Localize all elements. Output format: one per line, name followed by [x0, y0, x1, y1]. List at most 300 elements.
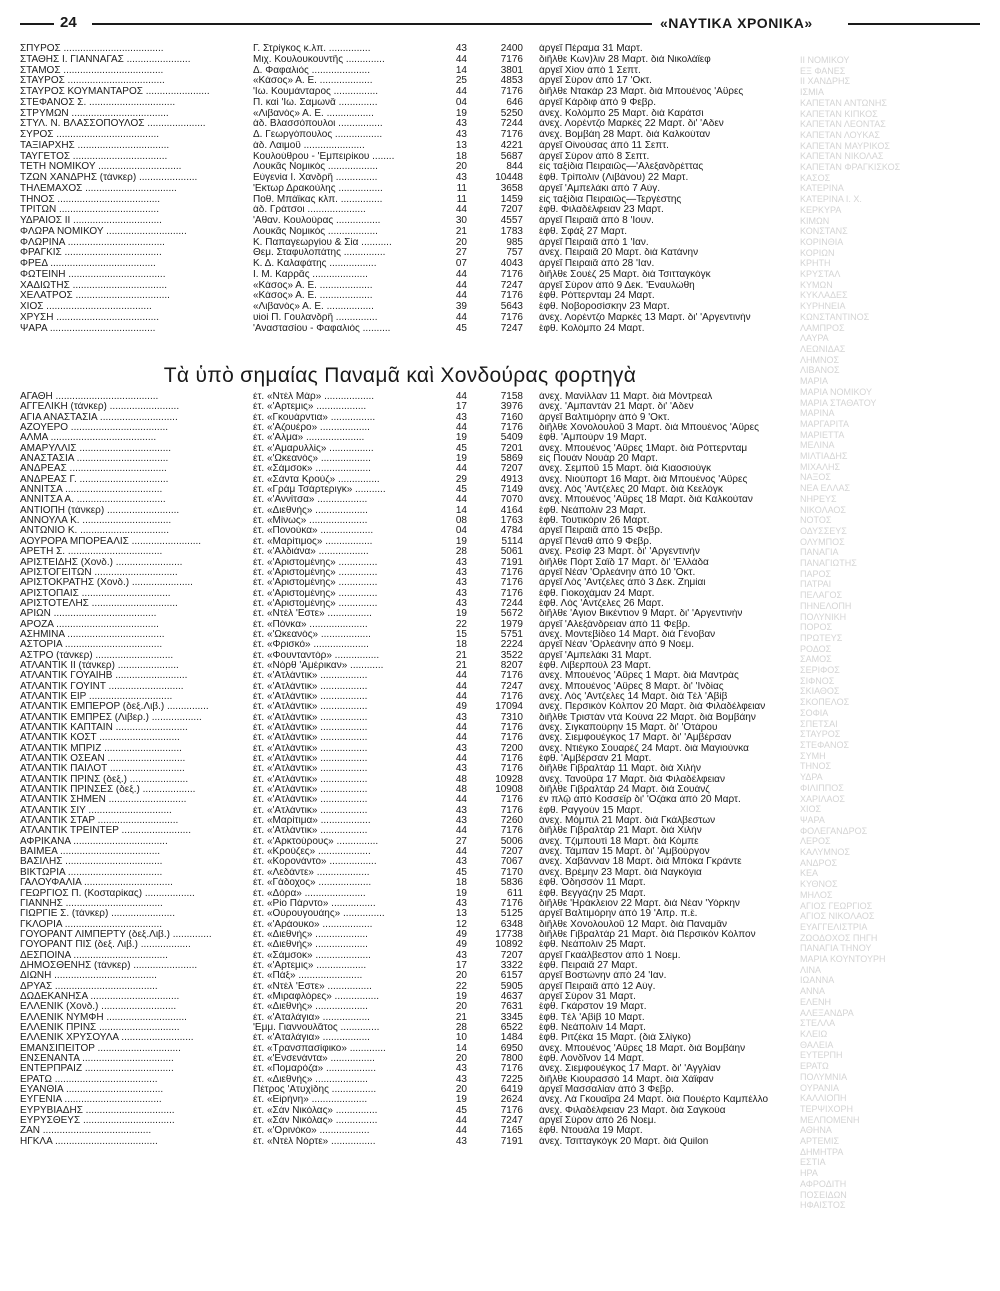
- ship-row: [20, 464, 780, 474]
- ship-name: ΑΛΜΑ ......................................: [20, 433, 157, 444]
- ghost-line: ΚΟΝΣΤΑΝΣ: [800, 226, 848, 237]
- ghost-line: ΛΑΥΡΑ: [800, 333, 829, 344]
- tonnage: 7244: [500, 118, 523, 130]
- owner: ἑτ. «'Αταλάγια» .................: [253, 1033, 370, 1044]
- movement: ἔφθ. Λονδῖνον 14 Μαρτ.: [539, 1054, 645, 1064]
- ship-name: ΑΤΛΑΝΤΙΚ ΣΗΜΕΝ ............................: [20, 795, 187, 806]
- ghost-line: ΚΑΠΕΤΑΝ ΚΙΠΚΟΣ: [800, 108, 878, 119]
- ship-name: ΕΛΛΕΝΙΚ ΠΡΙΝΣ .............................: [20, 1022, 180, 1033]
- owner: άδ. Βλασσόπουλοι ................: [253, 119, 383, 130]
- movement: ἔφθ. Τουτικόριν 26 Μαρτ.: [539, 516, 650, 527]
- tonnage: 7176: [500, 753, 523, 765]
- tonnage: 4557: [500, 215, 523, 226]
- ghost-line: ΚΙΜΩΝ: [800, 215, 830, 226]
- movement: ἔφθ. Φιλαδέλφειαν 23 Μαρτ.: [539, 205, 664, 216]
- year-built: 20: [455, 1001, 467, 1013]
- movement: ἔφθ. 'Αμβέρσαν 21 Μαρτ.: [539, 754, 652, 765]
- owner: ἑτ. «Γάδοχος» ...................: [253, 878, 372, 889]
- tonnage: 757: [506, 247, 523, 259]
- ghost-line: ΣΤΕΛΛΑ: [800, 1018, 836, 1029]
- ship-name: ΑΤΛΑΝΤΙΚ ΠΡΙΝΣΕΣ (δεξ.) ...................: [20, 785, 196, 796]
- year-built: 44: [455, 753, 467, 765]
- ghost-line: ΠΗΝΕΛΟΠΗ: [800, 600, 852, 611]
- ship-row: [20, 291, 780, 302]
- ship-row: [20, 537, 780, 547]
- tonnage: 646: [506, 96, 523, 108]
- ghost-line: ΕΞ ΦΑΝΕΣ: [800, 65, 846, 76]
- ghost-line: ΣΚΟΠΕΛΟΣ: [800, 697, 850, 708]
- tonnage: 7207: [500, 463, 523, 475]
- owner: άδ. Γράτσοι .....................: [253, 205, 366, 216]
- tonnage: 7176: [500, 763, 523, 775]
- owner: ἑτ. «Γκουάρντια» ................: [253, 412, 376, 423]
- ship-row: [20, 806, 780, 816]
- year-built: 44: [455, 1125, 467, 1137]
- ghost-line: ΜΑΡΙΝΑ: [800, 408, 835, 419]
- ghost-line: ΝΕΑ ΕΛΛΑΣ: [800, 483, 851, 494]
- tonnage: 7176: [500, 577, 523, 589]
- ship-name: ΑΣΤΟΡΙΑ ...................................: [20, 640, 163, 651]
- ship-name: ΑΤΛΑΝΤΙΚ ΚΑΠΤΑΙΝ ..........................: [20, 723, 188, 733]
- ship-row: [20, 184, 780, 195]
- ship-name: ΔΩΔΕΚΑΝΗΣΑ ................................: [20, 991, 180, 1002]
- ship-name: ΑΝΔΡΕΑΣ ...................................: [20, 464, 167, 475]
- year-built: 22: [455, 618, 467, 630]
- ship-name: ΓΙΑΝΝΗΣ ...................................: [20, 898, 163, 909]
- ship-row: [20, 1137, 780, 1147]
- tonnage: 5125: [500, 908, 523, 920]
- movement: ἀνεχ. 'Αμπαντὰν 21 Μαρτ. δι' 'Αδεν: [539, 402, 694, 413]
- ghost-line: ΜΙΧΑΛΗΣ: [800, 461, 841, 472]
- movement: ἀνεχ. Λὰ Γκουαΐρα 24 Μαρτ. διὰ Πουέρτο Καμπέλλο: [539, 1095, 769, 1106]
- year-built: 20: [455, 1084, 467, 1096]
- owner: «Κάσος» Α. Ε. ...................: [253, 291, 373, 302]
- ghost-line: ΜΑΡΙΑ ΣΤΑΘΑΤΟΥ: [800, 397, 877, 408]
- year-built: 43: [455, 577, 467, 589]
- year-built: 45: [455, 322, 467, 334]
- ship-row: [20, 1054, 780, 1064]
- tonnage: 3658: [500, 182, 523, 194]
- ship-row: [20, 754, 780, 764]
- movement: άργεῖ Πειραιᾶ ἀπὸ 15 Φεβρ.: [539, 526, 663, 537]
- owner: 'Ιω. Κουμάνταρος ................: [253, 87, 379, 97]
- movement: ἀνεχ. Ντιέγκο Σουαρὲζ 24 Μαρτ. διὰ Μαγιούνκα: [539, 743, 749, 754]
- owner: ἑτ. «'Αννίτσα» ..................: [253, 495, 368, 506]
- ship-row: [20, 661, 780, 671]
- ghost-line: ΨΑΡΑ: [800, 814, 825, 825]
- ship-row: [20, 1002, 780, 1012]
- owner: Δ. Γεωργόπουλος .................: [253, 130, 383, 140]
- year-built: 11: [456, 182, 467, 194]
- ship-name: ΑΤΛΑΝΤΙΚ ΣΤΑΡ .............................: [20, 816, 179, 827]
- ship-name: ΤΡΙΤΩΝ ....................................: [20, 205, 159, 216]
- owner: Λουκᾶς Νομικός ..................: [253, 226, 378, 237]
- ship-name: ΑΣΗΜΙΝΑ ...................................: [20, 629, 165, 640]
- tonnage: 7176: [500, 311, 523, 323]
- year-built: 14: [455, 504, 467, 516]
- ghost-line: ΚΑΤΕΡΙΝΑ: [800, 183, 844, 194]
- movement: ἐν πλῷ ἀπὸ Κοσσεῒρ δι' 'Οζάκα ἀπὸ 20 Μαρτ.: [539, 795, 741, 806]
- movement: άργεῖ Σύρον 31 Μαρτ.: [539, 991, 636, 1002]
- ship-name: ΑΤΛΑΝΤΙΚ ΠΡΙΝΣ (δεξ.) .....................: [20, 774, 189, 785]
- owner: ἑτ. «Εἰρήνη» ....................: [253, 1095, 368, 1106]
- owner: ἑτ. «Ντὲλ Μὰρ» ..................: [253, 392, 375, 402]
- ship-name: ΑΤΛΑΝΤΙΚ ΕΜΠΕΡΟΡ (δεξ.Λιβ.) ...............: [20, 702, 209, 713]
- ship-row: [20, 723, 780, 733]
- tonnage: 7176: [500, 897, 523, 909]
- ghost-line: ΑΓΙΟΣ ΓΕΩΡΓΙΟΣ: [800, 900, 873, 911]
- tonnage: 7176: [500, 670, 523, 682]
- owner: ἑτ. «'Αριστομένης» ..............: [253, 598, 378, 609]
- owner: ἑτ. «'Αμαρυλλίς» ................: [253, 443, 374, 454]
- movement: ἀνεχ. Πειραιᾶ 20 Μαρτ. διὰ Κατάνην: [539, 248, 699, 259]
- ghost-line: ΛΙΝΑ: [800, 964, 822, 975]
- ship-name: ΑΓΙΑ ΑΝΑΣΤΑΣΙΑ ............................: [20, 412, 178, 423]
- ghost-line: ΟΥΡΑΝΙΑ: [800, 1082, 840, 1093]
- ship-row: [20, 640, 780, 650]
- owner: ἑτ. «'Ατλάντικ» .................: [253, 785, 368, 796]
- owner: Δ. Φαφαλιός .....................: [253, 65, 370, 76]
- ghost-line: ΗΡΑ: [800, 1168, 818, 1179]
- owner: ἑτ. «Μιραφλόρες» ................: [253, 991, 380, 1002]
- ship-name: ΑΡΙΣΤΟΚΡΑΤΗΣ (Χονδ.) ......................: [20, 578, 193, 589]
- owner: ἑτ. «Κορονάντο» .................: [253, 857, 377, 868]
- ship-name: ΣΤΑΥΡΟΣ ...................................: [20, 76, 165, 87]
- movement: άργεῖ Σύρον ἀπὸ 17 'Οκτ.: [539, 76, 652, 87]
- ship-name: ΑΣΤΡΟ (τάνκερ) ............................: [20, 650, 174, 661]
- year-built: 14: [455, 1042, 467, 1054]
- movement: ἔφθ. Πειραιᾶ 27 Μαρτ.: [539, 960, 638, 971]
- ship-name: ΣΤΑΘΗΣ Ι. ΓΙΑΝΝΑΓΑΣ .......................: [20, 54, 191, 65]
- tonnage: 611: [507, 887, 523, 899]
- year-built: 44: [455, 268, 467, 280]
- ghost-line: ΑΡΤΕΜΙΣ: [800, 1136, 840, 1147]
- movement: άργεῖ Πειραιᾶ ἀπὸ 28 'Ιαν.: [539, 259, 655, 269]
- owner: ἑτ. «Διεθνὴς» ...................: [253, 929, 368, 940]
- ghost-line: ΚΡΥΣΤΑΛ: [800, 269, 841, 280]
- ship-name: ΑΡΙΣΤΟΓΕΙΤΩΝ ..............................: [20, 567, 178, 578]
- tonnage: 6950: [500, 1042, 523, 1054]
- year-built: 11: [456, 193, 467, 205]
- movement: άργεῖ Μασσαλίαν ἀπὸ 3 Φεβρ.: [539, 1085, 674, 1096]
- movement: ἀνεχ. Τάμπαν 15 Μαρτ. δι' 'Αμβούργον: [539, 847, 710, 858]
- ghost-line: ΑΓΙΟΣ ΝΙΚΟΛΑΟΣ: [800, 911, 875, 922]
- year-built: 18: [455, 639, 467, 651]
- ship-name: ΑΓΓΕΛΙΚΗ (τάνκερ) .........................: [20, 402, 180, 413]
- ship-name: ΦΩΤΕΙΝΗ ...................................: [20, 269, 166, 280]
- owner: ἑτ. «Γράμ Τσάρτεριγκ» ...........: [253, 485, 386, 496]
- tonnage: 7800: [500, 1053, 523, 1064]
- ghost-line: ΚΑΠΕΤΑΝ ΛΟΥΚΑΣ: [800, 129, 880, 140]
- movement: ἔφθ. Νεάπολιν 23 Μαρτ.: [539, 505, 646, 516]
- ship-name: ΔΗΜΟΣΘΕΝΗΣ (τάνκερ) .......................: [20, 960, 198, 971]
- owner: ἑτ. «Διεθνὴς» ...................: [253, 940, 368, 951]
- year-built: 19: [455, 432, 467, 444]
- tonnage: 3976: [500, 401, 523, 413]
- year-built: 20: [455, 970, 467, 982]
- ship-name: ΑΝΝΟΥΛΑ Κ. ................................: [20, 516, 172, 527]
- tonnage: 4784: [500, 525, 523, 537]
- ship-row: [20, 281, 780, 292]
- tonnage: 7176: [500, 566, 523, 578]
- ghost-line: ΕΥΤΕΡΠΗ: [800, 1050, 843, 1061]
- movement: ἔφθ. Λὸς 'Αντζελες 26 Μαρτ.: [539, 598, 664, 609]
- ghost-line: ΕΛΕΝΗ: [800, 996, 832, 1007]
- ship-row: [20, 630, 780, 640]
- year-built: 44: [455, 53, 467, 65]
- ship-name: ΕΝΣΕΝΑΝΤΑ .................................: [20, 1054, 174, 1064]
- tonnage: 7176: [500, 129, 523, 140]
- tonnage: 7200: [500, 742, 523, 754]
- ship-name: ΧΑΔΙΩΤΗΣ ..................................: [20, 280, 168, 291]
- ship-row: [20, 889, 780, 899]
- owner: ἑτ. «'Αταλάγια» .................: [253, 1012, 370, 1023]
- ghost-line: ΟΛΥΜΠΟΣ: [800, 536, 845, 547]
- ship-name: ΑΤΛΑΝΤΙΚ ΟΣΕΑΝ ............................: [20, 754, 186, 765]
- movement: άργεῖ Βαλτιμόρην ἀπὸ 9 'Οκτ.: [539, 412, 670, 423]
- tonnage: 3322: [500, 959, 523, 971]
- ship-name: ΕΡΑΤΩ .....................................: [20, 1074, 158, 1085]
- year-built: 48: [455, 773, 467, 785]
- tonnage: 844: [506, 161, 523, 173]
- tonnage: 1783: [500, 225, 523, 237]
- ship-row: [20, 951, 780, 961]
- ship-name: ΣΤΡΥΜΩΝ ...................................: [20, 108, 169, 119]
- year-built: 43: [455, 815, 467, 827]
- owner: Εὐγενία Ι. Χανδρῆ ...............: [253, 173, 378, 183]
- ship-name: ΑΤΛΑΝΤΙΚ ΙΙ (τάνκερ) ......................: [20, 660, 179, 671]
- ship-name: ΓΕΩΡΓΙΟΣ Π. (Κοσταρίκας) ..................: [20, 888, 195, 899]
- ship-name: ΕΥΡΥΒΙΑΔΗΣ ................................: [20, 1105, 175, 1116]
- ship-row: [20, 795, 780, 805]
- owner: ἑτ. «Πομαρόζα» ..................: [253, 1064, 376, 1075]
- movement: ἔφθ. Γκάρστον 19 Μαρτ.: [539, 1002, 647, 1013]
- ship-row: [20, 87, 780, 98]
- tonnage: 4164: [500, 504, 523, 516]
- ship-name: ΑΡΕΤΗ Σ. ..................................: [20, 547, 163, 558]
- year-built: 45: [455, 866, 467, 878]
- ships-table-panama-honduras: [20, 392, 780, 1147]
- year-built: 25: [455, 75, 467, 87]
- ship-name: ΦΛΩΡΙΝΑ ...................................: [20, 237, 165, 248]
- ghost-line: ΑΛΕΞΑΝΔΡΑ: [800, 1007, 854, 1018]
- ship-name: ΕΛΛΕΝΙΚ ΧΡΥΣΟΥΛΑ ..........................: [20, 1033, 194, 1044]
- year-built: 20: [455, 1053, 467, 1064]
- tonnage: 5687: [500, 150, 523, 162]
- tonnage: 3345: [500, 1011, 523, 1023]
- ghost-line: ΣΤΕΦΑΝΟΣ: [800, 740, 850, 750]
- ship-row: [20, 547, 780, 557]
- ship-name: ΦΛΩΡΑ ΝΟΜΙΚΟΥ .............................: [20, 226, 187, 237]
- year-built: 43: [455, 897, 467, 909]
- owner: Κ. Παπαγεωργίου & Σία ...........: [253, 237, 392, 248]
- ship-row: [20, 55, 780, 66]
- tonnage: 3801: [500, 64, 523, 76]
- year-built: 13: [455, 908, 467, 920]
- owner: ἑτ. «Σὰν Νικόλας» ...............: [253, 1116, 378, 1127]
- movement: άργεῖ Νέαν 'Ορλεάνην ἀπὸ 10 'Οκτ.: [539, 567, 696, 578]
- header-rule-middle: [92, 23, 652, 25]
- year-built: 43: [455, 949, 467, 961]
- year-built: 43: [455, 763, 467, 775]
- movement: ἀνεχ. Περσικὸν Κόλπον 20 Μαρτ. διὰ Φιλαδέλφειαν: [539, 702, 766, 713]
- owner: Ι. Μ. Καρρᾶς ....................: [253, 269, 368, 280]
- ships-table-main: [20, 44, 780, 334]
- ghost-line: ΛΕΡΟΣ: [800, 836, 831, 847]
- owner: ἑτ. «'Αρκτούρους» ...............: [253, 836, 379, 847]
- movement: ἀργεῖ Βαλτιμόρην ἀπὸ 19 'Απρ. π.ἔ.: [539, 909, 698, 920]
- tonnage: 7160: [500, 411, 523, 423]
- ghost-line: ΧΙΟΣ: [800, 804, 822, 815]
- ship-name: ΕΜΑΝΣΙΠΕΪΤΟΡ ..............................: [20, 1043, 181, 1054]
- year-built: 29: [455, 473, 467, 485]
- ship-name: ΑΤΛΑΝΤΙΚ ΤΡΕΪΝΤΕΡ .........................: [20, 826, 191, 837]
- tonnage: 7176: [500, 794, 523, 806]
- tonnage: 7247: [500, 279, 523, 291]
- tonnage: 4043: [500, 258, 523, 269]
- ghost-line: ΜΕΛΠΟΜΕΝΗ: [800, 1114, 860, 1125]
- ship-name: ΖΑΝ .......................................: [20, 1126, 152, 1137]
- ship-row: [20, 1064, 780, 1074]
- year-built: 43: [455, 711, 467, 723]
- ghost-line: ΖΩΟΔΟΧΟΣ ΠΗΓΗ: [800, 932, 878, 943]
- owner: ἑτ. «'Ατλάντικ» .................: [253, 712, 368, 723]
- ship-row: [20, 109, 780, 120]
- ghost-line: ΚΩΝΣΤΑΝΤΙΝΟΣ: [800, 311, 870, 322]
- movement: ἀνεχ. Μοντεβίδεο 14 Μαρτ. διὰ Γένοβαν: [539, 629, 716, 640]
- tonnage: 7170: [500, 866, 523, 878]
- ship-name: ΑΤΛΑΝΤΙΚ ΣΙΫ ..............................: [20, 805, 172, 816]
- ship-name: ΑΝΑΣΤΑΣΙΑ .................................: [20, 454, 169, 465]
- ship-row: [20, 248, 780, 259]
- bleed-through-margin: [800, 55, 985, 1235]
- movement: ἔφθ. 'Αμπούρν 19 Μαρτ.: [539, 433, 647, 444]
- ghost-line: ΚΕΑ: [800, 868, 819, 879]
- ship-row: [20, 302, 780, 313]
- year-built: 43: [455, 587, 467, 599]
- year-built: 18: [455, 877, 467, 889]
- year-built: 44: [455, 463, 467, 475]
- tonnage: 7176: [500, 690, 523, 702]
- movement: διῆλθε Γιβραλτὰρ 24 Μαρτ. διὰ Σουὰνζ: [539, 785, 710, 796]
- year-built: 21: [455, 225, 467, 237]
- ship-name: ΣΠΥΡΟΣ ....................................: [20, 44, 164, 54]
- tonnage: 7247: [500, 1115, 523, 1127]
- ship-row: [20, 609, 780, 619]
- ship-row: [20, 454, 780, 464]
- ghost-line: ΚΑΛΥΜΝΟΣ: [800, 847, 850, 858]
- movement: ἀνεχ. Λορέντζο Μαρκὲς 22 Μαρτ. δι' 'Αδεν: [539, 119, 724, 130]
- ghost-line: ΚΥΚΛΑΔΕΣ: [800, 290, 848, 301]
- owner: ἑτ. «Πονούκα» ...................: [253, 526, 374, 537]
- movement: ἀνεχ. Φιλαδέλφειαν 23 Μαρτ. διὰ Σαγκούα: [539, 1105, 726, 1116]
- owner: ἑτ. «'Ατλάντικ» .................: [253, 805, 368, 816]
- ship-row: [20, 1013, 780, 1023]
- movement: ἀνεχ. Μπουένος 'Αϋρες 1 Μαρτ. διὰ Μαντρὰς: [539, 671, 739, 682]
- ship-row: [20, 785, 780, 795]
- ghost-line: ΙΙ ΝΟΜΙΚΟΥ: [800, 55, 850, 65]
- owner: ἑτ. «'Αριστομένης» ..............: [253, 567, 378, 578]
- movement: ἔφθ. Λιβερπούλ 23 Μαρτ.: [539, 660, 652, 671]
- movement: άργεῖ Πέναθ ἀπὸ 9 Φεβρ.: [539, 536, 652, 547]
- ship-name: ΥΔΡΑΙΟΣ ΙΙ ................................: [20, 216, 162, 226]
- owner: ἑτ. «'Ατλάντικ» .................: [253, 754, 368, 765]
- ship-name: ΕΛΛΕΝΙΚ (Χονδ.) ...........................: [20, 1002, 177, 1013]
- owner: ἑτ. «'Ορινόκο» ..................: [253, 1126, 370, 1137]
- ship-row: [20, 899, 780, 909]
- owner: ἑτ. «Σάμσοκ» ....................: [253, 950, 371, 961]
- owner: ἑτ. «Διεθνὴς» ...................: [253, 1074, 368, 1085]
- ship-row: [20, 1044, 780, 1054]
- ship-row: [20, 433, 780, 443]
- ship-row: [20, 599, 780, 609]
- owner: ἑτ. «Διεθνὴς» ...................: [253, 1002, 368, 1013]
- ghost-line: ΕΥΑΓΓΕΛΙΣΤΡΙΑ: [800, 921, 868, 932]
- year-built: 43: [455, 43, 467, 54]
- owner: ἑτ. «Ρίο Πάρντο» ................: [253, 898, 376, 909]
- movement: άργεῖ Κάρδιφ ἀπὸ 9 Φεβρ.: [539, 97, 657, 108]
- ship-row: [20, 495, 780, 505]
- year-built: 43: [455, 566, 467, 578]
- owner: Κ. Δ. Καλαφάτης .................: [253, 259, 377, 269]
- ship-row: [20, 568, 780, 578]
- owner: ἑτ. «Διεθνὴς» ...................: [253, 505, 368, 516]
- year-built: 28: [455, 1021, 467, 1033]
- tonnage: 6522: [500, 1021, 523, 1033]
- ghost-line: ΙΣΜΙΑ: [800, 87, 825, 98]
- year-built: 49: [455, 701, 467, 713]
- owner: ἑτ. «Ντὲλ 'Εστε» ................: [253, 981, 372, 992]
- owner: ἑτ. «Φρισκό» ....................: [253, 640, 369, 651]
- ghost-line: ΠΑΤΡΑΙ: [800, 579, 832, 590]
- movement: ἔφθ. Κολόμπο 24 Μαρτ.: [539, 323, 645, 334]
- owner: υἱοὶ Π. Γουλανδρῆ ...............: [253, 312, 378, 323]
- year-built: 44: [455, 1115, 467, 1127]
- movement: ἀνεχ. Λὸς 'Αντζελες 14 Μαρτ. διὰ Τὲλ 'Αβίβ: [539, 691, 728, 702]
- ship-row: [20, 444, 780, 454]
- year-built: 28: [455, 546, 467, 558]
- year-built: 43: [455, 129, 467, 140]
- owner: 'Εμμ. Γιαννουλᾶτος ..............: [253, 1022, 380, 1033]
- movement: άργεῖ Πειραιᾶ ἀπὸ 1 'Ιαν.: [539, 237, 649, 248]
- ship-name: ΕΝΤΕΡΠΡΑΪΖ ................................: [20, 1064, 174, 1075]
- movement: άργεῖ Σύρον ἀπὸ 9 Δεκ. 'Εναυλώθη: [539, 280, 695, 291]
- ghost-line: ΛΑΜΠΡΟΣ: [800, 322, 845, 333]
- owner: ἑτ. «'Αλμα» .....................: [253, 433, 365, 444]
- owner: ἑτ. «'Αρτεμις» ..................: [253, 960, 367, 971]
- ship-name: ΤΑΞΙΑΡΧΗΣ .................................: [20, 140, 170, 151]
- ship-row: [20, 682, 780, 692]
- year-built: 44: [455, 204, 467, 216]
- year-built: 44: [455, 846, 467, 858]
- ship-row: [20, 930, 780, 940]
- tonnage: 7191: [500, 556, 523, 568]
- year-built: 17: [455, 401, 467, 413]
- tonnage: 10448: [495, 172, 523, 183]
- ghost-line: ΠΑΝΑΓΙΩΤΗΣ: [800, 558, 857, 569]
- ship-name: ΕΥΑΝΘΙΑ ...................................: [20, 1085, 164, 1096]
- movement: άργεῖ Σύρον ἀπὸ 8 Σεπτ.: [539, 151, 650, 162]
- tonnage: 4221: [500, 139, 523, 151]
- ghost-line: ΟΔΥΣΣΕΥΣ: [800, 525, 847, 536]
- ship-row: [20, 868, 780, 878]
- ship-row: [20, 692, 780, 702]
- ghost-line: ΡΟΔΟΣ: [800, 643, 832, 654]
- owner: ἑτ. «Λεδάντε» ...................: [253, 867, 370, 878]
- movement: ἔφθ. Βεγγάζην 25 Μαρτ.: [539, 888, 646, 899]
- owner: ἑτ. «Πὰξ» .......................: [253, 971, 363, 982]
- ship-name: ΗΓΚΛΑ .....................................: [20, 1136, 158, 1147]
